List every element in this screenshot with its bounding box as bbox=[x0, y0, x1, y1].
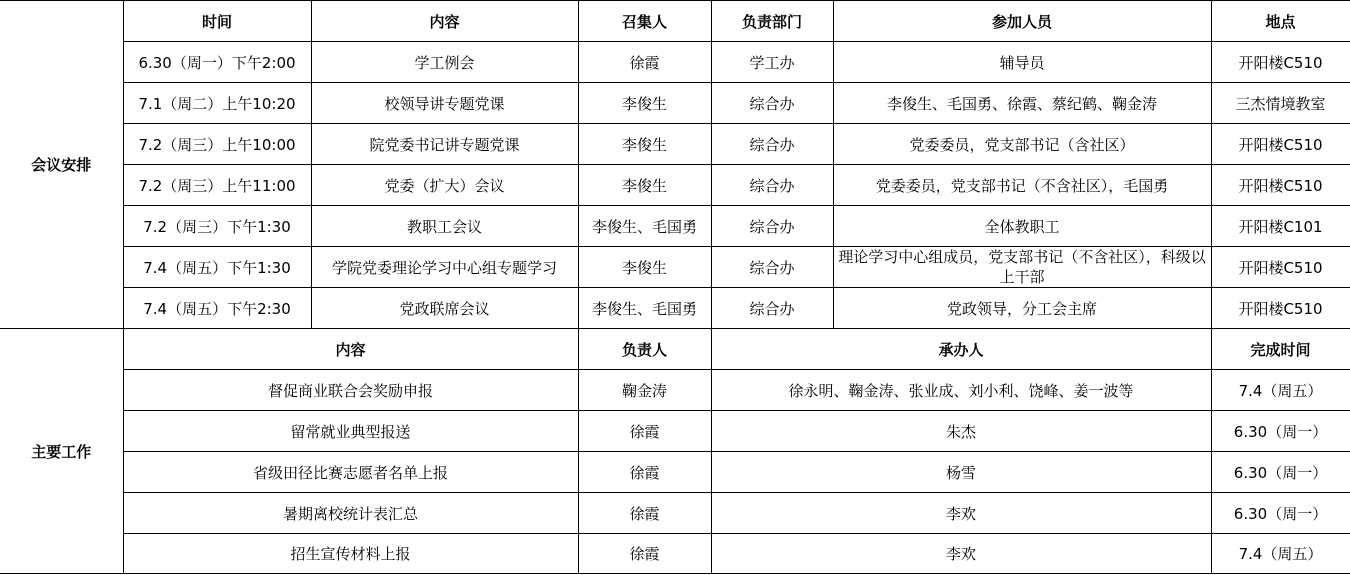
header-place: 地点 bbox=[1211, 1, 1350, 42]
meeting-convener: 李俊生 bbox=[578, 124, 711, 165]
meeting-attendees: 党政领导，分工会主席 bbox=[833, 288, 1211, 329]
work-content: 暑期离校统计表汇总 bbox=[123, 493, 578, 534]
meeting-attendees: 理论学习中心组成员，党支部书记（不含社区），科级以上干部 bbox=[833, 247, 1211, 288]
work-row bbox=[0, 534, 1350, 574]
work-header-row bbox=[0, 329, 1350, 370]
meeting-dept: 综合办 bbox=[711, 288, 833, 329]
work-row bbox=[0, 493, 1350, 534]
meeting-dept: 学工办 bbox=[711, 42, 833, 83]
meeting-convener: 李俊生 bbox=[578, 247, 711, 288]
meeting-convener: 李俊生、毛国勇 bbox=[578, 288, 711, 329]
work-row bbox=[0, 370, 1350, 411]
meeting-row bbox=[0, 206, 1350, 247]
meeting-dept: 综合办 bbox=[711, 247, 833, 288]
work-owner: 徐霞 bbox=[578, 411, 711, 452]
meeting-place: 三杰情境教室 bbox=[1211, 83, 1350, 124]
meeting-time: 7.4（周五）下午1:30 bbox=[123, 247, 311, 288]
meeting-row bbox=[0, 165, 1350, 206]
work-row bbox=[0, 452, 1350, 493]
meeting-content: 校领导讲专题党课 bbox=[311, 83, 578, 124]
work-owner: 鞠金涛 bbox=[578, 370, 711, 411]
meeting-attendees: 党委委员，党支部书记（含社区） bbox=[833, 124, 1211, 165]
work-handlers: 李欢 bbox=[711, 534, 1211, 574]
meeting-convener: 李俊生 bbox=[578, 83, 711, 124]
meeting-place: 开阳楼C510 bbox=[1211, 288, 1350, 329]
work-deadline: 7.4（周五） bbox=[1211, 534, 1350, 574]
meeting-time: 7.2（周三）上午11:00 bbox=[123, 165, 311, 206]
meeting-dept: 综合办 bbox=[711, 83, 833, 124]
work-handlers: 李欢 bbox=[711, 493, 1211, 534]
meeting-attendees: 辅导员 bbox=[833, 42, 1211, 83]
meeting-attendees: 李俊生、毛国勇、徐霞、蔡纪鹤、鞠金涛 bbox=[833, 83, 1211, 124]
header-attendees: 参加人员 bbox=[833, 1, 1211, 42]
work-handlers: 徐永明、鞠金涛、张业成、刘小利、饶峰、姜一波等 bbox=[711, 370, 1211, 411]
work-header-content: 内容 bbox=[123, 329, 578, 370]
work-deadline: 7.4（周五） bbox=[1211, 370, 1350, 411]
work-handlers: 杨雪 bbox=[711, 452, 1211, 493]
meeting-place: 开阳楼C510 bbox=[1211, 165, 1350, 206]
meeting-content: 党政联席会议 bbox=[311, 288, 578, 329]
meeting-convener: 徐霞 bbox=[578, 42, 711, 83]
meeting-time: 7.2（周三）上午10:00 bbox=[123, 124, 311, 165]
meeting-row bbox=[0, 42, 1350, 83]
meeting-content: 教职工会议 bbox=[311, 206, 578, 247]
meeting-convener: 李俊生、毛国勇 bbox=[578, 206, 711, 247]
work-owner: 徐霞 bbox=[578, 493, 711, 534]
work-deadline: 6.30（周一） bbox=[1211, 411, 1350, 452]
meeting-attendees: 党委委员，党支部书记（不含社区），毛国勇 bbox=[833, 165, 1211, 206]
work-content: 省级田径比赛志愿者名单上报 bbox=[123, 452, 578, 493]
meeting-place: 开阳楼C101 bbox=[1211, 206, 1350, 247]
work-deadline: 6.30（周一） bbox=[1211, 493, 1350, 534]
meeting-time: 7.2（周三）下午1:30 bbox=[123, 206, 311, 247]
meeting-dept: 综合办 bbox=[711, 165, 833, 206]
header-content: 内容 bbox=[311, 1, 578, 42]
work-content: 留常就业典型报送 bbox=[123, 411, 578, 452]
work-header-handlers: 承办人 bbox=[711, 329, 1211, 370]
work-content: 督促商业联合会奖励申报 bbox=[123, 370, 578, 411]
work-deadline: 6.30（周一） bbox=[1211, 452, 1350, 493]
header-convener: 召集人 bbox=[578, 1, 711, 42]
meeting-row bbox=[0, 83, 1350, 124]
work-handlers: 朱杰 bbox=[711, 411, 1211, 452]
work-owner: 徐霞 bbox=[578, 452, 711, 493]
work-header-owner: 负责人 bbox=[578, 329, 711, 370]
meeting-dept: 综合办 bbox=[711, 124, 833, 165]
header-time: 时间 bbox=[123, 1, 311, 42]
work-row bbox=[0, 411, 1350, 452]
meeting-place: 开阳楼C510 bbox=[1211, 247, 1350, 288]
meeting-attendees: 全体教职工 bbox=[833, 206, 1211, 247]
meeting-row bbox=[0, 247, 1350, 288]
work-category-label: 主要工作 bbox=[0, 329, 123, 574]
meetings-header-row bbox=[0, 1, 1350, 42]
meeting-content: 党委（扩大）会议 bbox=[311, 165, 578, 206]
work-content: 招生宣传材料上报 bbox=[123, 534, 578, 574]
meetings-category-label: 会议安排 bbox=[0, 1, 123, 329]
meeting-dept: 综合办 bbox=[711, 206, 833, 247]
meeting-time: 7.1（周二）上午10:20 bbox=[123, 83, 311, 124]
meeting-convener: 李俊生 bbox=[578, 165, 711, 206]
meeting-place: 开阳楼C510 bbox=[1211, 42, 1350, 83]
meeting-row bbox=[0, 288, 1350, 329]
meeting-time: 7.4（周五）下午2:30 bbox=[123, 288, 311, 329]
meeting-row bbox=[0, 124, 1350, 165]
meeting-content: 学院党委理论学习中心组专题学习 bbox=[311, 247, 578, 288]
meeting-content: 学工例会 bbox=[311, 42, 578, 83]
work-owner: 徐霞 bbox=[578, 534, 711, 574]
header-dept: 负责部门 bbox=[711, 1, 833, 42]
meeting-place: 开阳楼C510 bbox=[1211, 124, 1350, 165]
work-header-deadline: 完成时间 bbox=[1211, 329, 1350, 370]
meeting-time: 6.30（周一）下午2:00 bbox=[123, 42, 311, 83]
meeting-content: 院党委书记讲专题党课 bbox=[311, 124, 578, 165]
